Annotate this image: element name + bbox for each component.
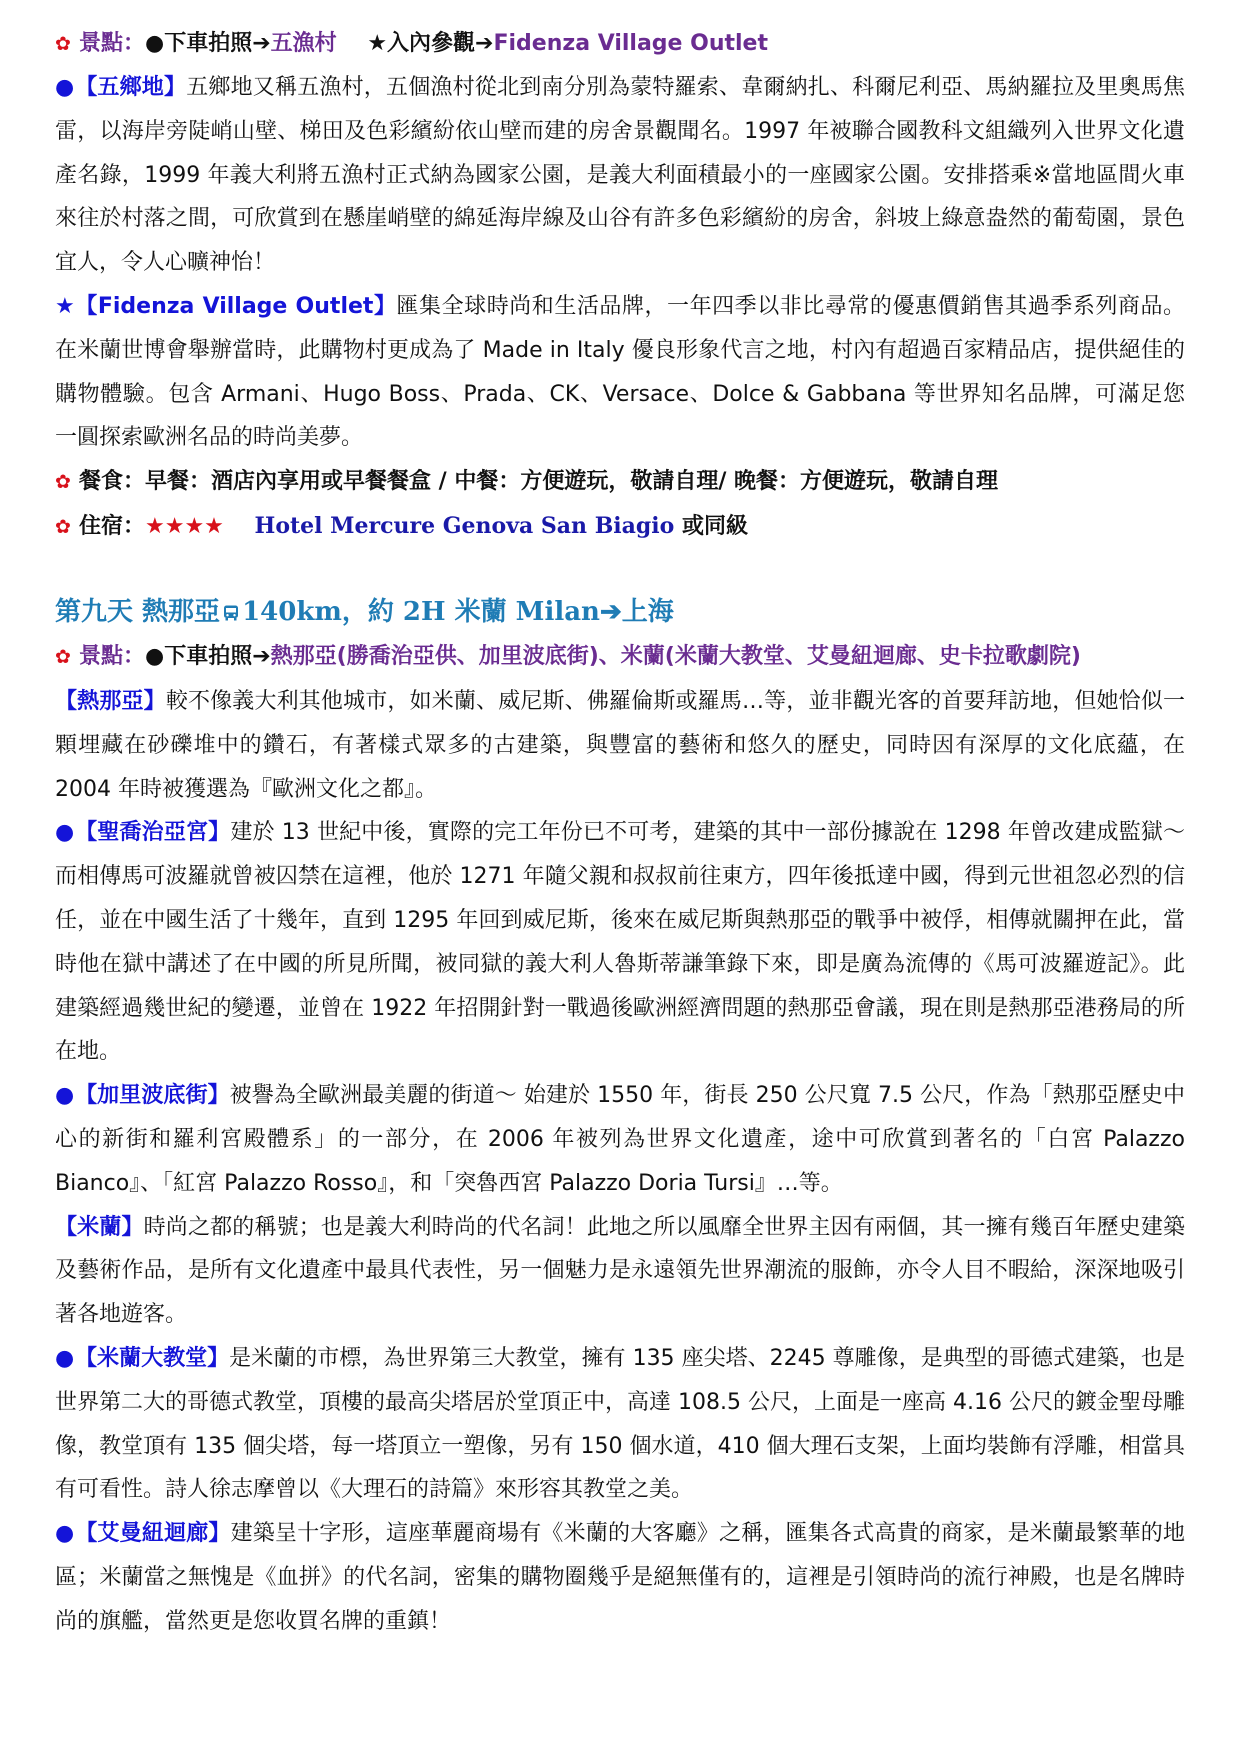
duomo-paragraph [55, 1337, 1185, 1512]
bullet-dot-icon: ● [55, 1521, 75, 1547]
duomo-text: 是米蘭的市標，為世界第三大教堂，擁有 135 座尖塔、2245 尊雕像，是典型的哥德式建築，也是世界第二大的哥德式教堂，頂樓的最高尖塔居於堂頂正中，高達 108.5 公尺，上面是一座高 4.16 公尺的鍍金聖母雕像，教堂頂有 135 個尖塔，每一塔頂立一塑像，另有 150 個水道，410 個大理石支架，上面均裝飾有浮雕，相當具有可看性。詩人徐志摩曾以《大理石的詩篇》來形容其教堂之美。 [55, 1345, 1185, 1503]
bullet-dot-icon: ● [55, 75, 75, 100]
flower-icon: ✿ [55, 471, 71, 494]
duomo-heading: 【米蘭大教堂】 [75, 1345, 230, 1371]
sights-stop: 五漁村 [270, 31, 337, 56]
sights-prefix: ●下車拍照➔ [145, 644, 271, 670]
galleria-heading: 【艾曼紐迴廊】 [75, 1521, 231, 1547]
galleria-paragraph [55, 1512, 1185, 1643]
meals-text: 餐食：早餐：酒店內享用或早餐餐盒 / 中餐：方便遊玩，敬請自理/ 晚餐：方便遊玩，敬請自理 [79, 469, 999, 495]
milan-paragraph [55, 1206, 1185, 1337]
garibaldi-text: 被譽為全歐洲最美麗的街道～ 始建於 1550 年，街長 250 公尺寬 7.5 公尺，作為「熱那亞歷史中心的新街和羅利宮殿體系」的一部分，在 2006 年被列為世界文化遺產，途中可欣賞到著名的「白宮 Palazzo Bianco』、「紅宮 Palazzo Rosso』，和「突魯西宮 Palazzo Doria Tursi』…等。 [55, 1083, 1185, 1196]
sights-prefix: ●下車拍照➔ [145, 31, 271, 56]
bullet-dot-icon: ● [55, 1083, 75, 1109]
milan-text: 時尚之都的稱號；也是義大利時尚的代名詞！此地之所以風靡全世界主因有兩個，其一擁有幾百年歷史建築及藝術作品，是所有文化遺產中最具代表性，另一個魅力是永遠領先世界潮流的服飾，亦令人目不暇給，深深地吸引著各地遊客。 [55, 1214, 1185, 1328]
day9-title [55, 589, 1185, 635]
hotel-suffix: 或同級 [682, 514, 749, 540]
fidenza-heading: 【Fidenza Village Outlet】 [75, 293, 397, 319]
sights-label: 景點： [79, 31, 146, 56]
sights-enter-prefix: ★入內參觀➔ [367, 31, 494, 56]
flower-icon: ✿ [55, 33, 71, 55]
star-icon: ★ [55, 293, 76, 319]
hotel-name: Hotel Mercure Genova San Biagio [254, 513, 675, 540]
hotel-label: 住宿： [79, 514, 146, 540]
genova-paragraph [55, 680, 1185, 811]
sights-places: 熱那亞(勝喬治亞供、加里波底街)、米蘭(米蘭大教堂、艾曼紐迴廊、史卡拉歌劇院) [270, 644, 1081, 670]
sights-enter-place: Fidenza Village Outlet [493, 31, 768, 56]
hotel-line [55, 504, 1185, 549]
flower-icon: ✿ [55, 516, 71, 539]
fidenza-paragraph [55, 285, 1185, 460]
bus-icon [222, 604, 240, 622]
day9-sights-line [55, 635, 1185, 680]
hotel-stars: ★★★★ [145, 514, 224, 540]
genova-heading: 【熱那亞】 [55, 688, 166, 714]
meals-line [55, 460, 1185, 504]
garibaldi-paragraph [55, 1074, 1185, 1205]
day8-sights-line [55, 22, 1185, 66]
genova-text: 較不像義大利其他城市，如米蘭、威尼斯、佛羅倫斯或羅馬…等，並非觀光客的首要拜訪地，但她恰似一顆埋藏在砂礫堆中的鑽石，有著樣式眾多的古建築，與豐富的藝術和悠久的歷史，同時因有深厚的文化底蘊，在 2004 年時被獲選為『歐洲文化之都』。 [55, 688, 1185, 802]
cinque-terre-heading: 【五鄉地】 [75, 75, 187, 100]
flower-icon: ✿ [55, 646, 71, 669]
cinque-terre-text: 五鄉地又稱五漁村，五個漁村從北到南分別為蒙特羅索、韋爾納扎、科爾尼利亞、馬納羅拉及里奧馬焦雷，以海岸旁陡峭山壁、梯田及色彩繽紛依山壁而建的房舍景觀聞名。1997 年被聯合國教科文組織列入世界文化遺產名錄，1999 年義大利將五漁村正式納為國家公園，是義大利面積最小的一座國家公園。安排搭乘※當地區間火車來往於村落之間，可欣賞到在懸崖峭壁的綿延海岸線及山谷有許多色彩繽紛的房舍，斜坡上綠意盎然的葡萄園，景色宜人，令人心曠神怡！ [55, 75, 1185, 276]
palazzo-text: 建於 13 世紀中後，實際的完工年份已不可考，建築的其中一部份據說在 1298 年曾改建成監獄～而相傳馬可波羅就曾被囚禁在這裡，他於 1271 年隨父親和叔叔前往東方，四年後抵達中國，得到元世祖忽必烈的信任，並在中國生活了十幾年，直到 1295 年回到威尼斯，後來在威尼斯與熱那亞的戰爭中被俘，相傳就關押在此，當時他在獄中講述了在中國的所見所聞，被同獄的義大利人魯斯蒂謙筆錄下來，即是廣為流傳的《馬可波羅遊記》。此建築經過幾世紀的變遷，並曾在 1922 年招開針對一戰過後歐洲經濟問題的熱那亞會議，現在則是熱那亞港務局的所在地。 [55, 820, 1185, 1065]
sights-label: 景點： [79, 644, 146, 670]
cinque-terre-paragraph [55, 66, 1185, 285]
milan-heading: 【米蘭】 [55, 1214, 144, 1240]
garibaldi-heading: 【加里波底街】 [75, 1083, 230, 1109]
palazzo-heading: 【聖喬治亞宮】 [75, 820, 231, 846]
fidenza-text: 匯集全球時尚和生活品牌，一年四季以非比尋常的優惠價銷售其過季系列商品。在米蘭世博會舉辦當時，此購物村更成為了 Made in Italy 優良形象代言之地，村內有超過百家精品店，提供絕佳的購物體驗。包含 Armani、Hugo Boss、Prada、CK、Versace、Dolce & Gabbana 等世界知名品牌，可滿足您一圓探索歐洲名品的時尚美夢。 [55, 293, 1185, 451]
galleria-text: 建築呈十字形，這座華麗商場有《米蘭的大客廳》之稱，匯集各式高貴的商家，是米蘭最繁華的地區；米蘭當之無愧是《血拼》的代名詞，密集的購物圈幾乎是絕無僅有的，這裡是引領時尚的流行神殿，也是名牌時尚的旗艦，當然更是您收買名牌的重鎮！ [55, 1521, 1185, 1634]
day9-title-route: 140km，約 2H 米蘭 Milan➔上海 [242, 597, 674, 628]
palazzo-paragraph [55, 811, 1185, 1074]
section-gap [55, 549, 1185, 589]
bullet-dot-icon: ● [55, 820, 75, 846]
day9-title-start: 第九天 熱那亞 [55, 597, 221, 628]
bullet-dot-icon: ● [55, 1345, 75, 1371]
itinerary-page [55, 22, 1185, 1644]
